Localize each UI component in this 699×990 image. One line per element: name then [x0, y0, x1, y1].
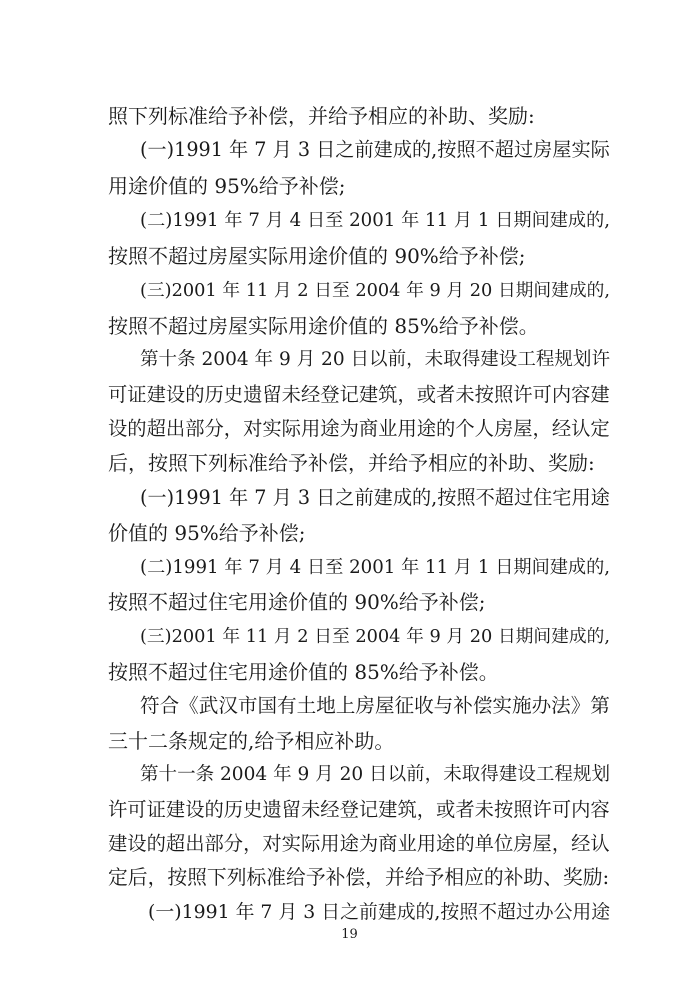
text-line: 三十二条规定的,给予相应补助。 [108, 729, 395, 753]
text-line: 价值的 95%给予补偿; [108, 521, 306, 545]
page-number: 19 [341, 927, 358, 942]
text-line: 按照不超过住宅用途价值的 90%给予补偿; [108, 590, 486, 614]
text-line: (一)1991 年 7 月 3 日之前建成的,按照不超过办公用途 [148, 901, 611, 923]
text-line: 按照不超过住宅用途价值的 85%给予补偿。 [108, 660, 499, 684]
text-line: 许可证建设的历史遗留未经登记建筑，或者未按照许可内容 [108, 798, 610, 821]
text-line: 第十一条 2004 年 9 月 20 日以前，未取得建设工程规划 [140, 764, 610, 785]
text-line: 后，按照下列标准给予补偿，并给予相应的补助、奖励: [108, 451, 595, 475]
text-line: (三)2001 年 11 月 2 日至 2004 年 9 月 20 日期间建成的, [140, 627, 610, 647]
text-line: (二)1991 年 7 月 4 日至 2001 年 11 月 1 日期间建成的, [140, 557, 611, 578]
text-line: 照下列标准给予补偿，并给予相应的补助、奖励: [108, 104, 535, 128]
text-line: (一)1991 年 7 月 3 日之前建成的,按照不超过房屋实际 [140, 138, 610, 161]
text-line: 按照不超过房屋实际用途价值的 90%给予补偿; [108, 244, 526, 268]
text-line: 设的超出部分，对实际用途为商业用途的个人房屋，经认定 [108, 417, 610, 440]
text-line: 按照不超过房屋实际用途价值的 85%给予补偿。 [108, 314, 539, 338]
text-line: 第十条 2004 年 9 月 20 日以前，未取得建设工程规划许 [140, 349, 610, 370]
text-line: 用途价值的 95%给予补偿; [108, 174, 346, 198]
text-line: (一)1991 年 7 月 3 日之前建成的,按照不超过住宅用途 [140, 486, 610, 509]
text-line: 可证建设的历史遗留未经登记建筑，或者未按照许可内容建 [108, 383, 610, 406]
text-line: (二)1991 年 7 月 4 日至 2001 年 11 月 1 日期间建成的, [140, 210, 611, 231]
text-line: 定后，按照下列标准给予补偿，并给予相应的补助、奖励: [108, 866, 610, 889]
text-line: 建设的超出部分，对实际用途为商业用途的单位房屋，经认 [108, 832, 610, 855]
text-line: 符合《武汉市国有土地上房屋征收与补偿实施办法》第 [140, 694, 610, 717]
text-line: (三)2001 年 11 月 2 日至 2004 年 9 月 20 日期间建成的, [140, 281, 610, 301]
